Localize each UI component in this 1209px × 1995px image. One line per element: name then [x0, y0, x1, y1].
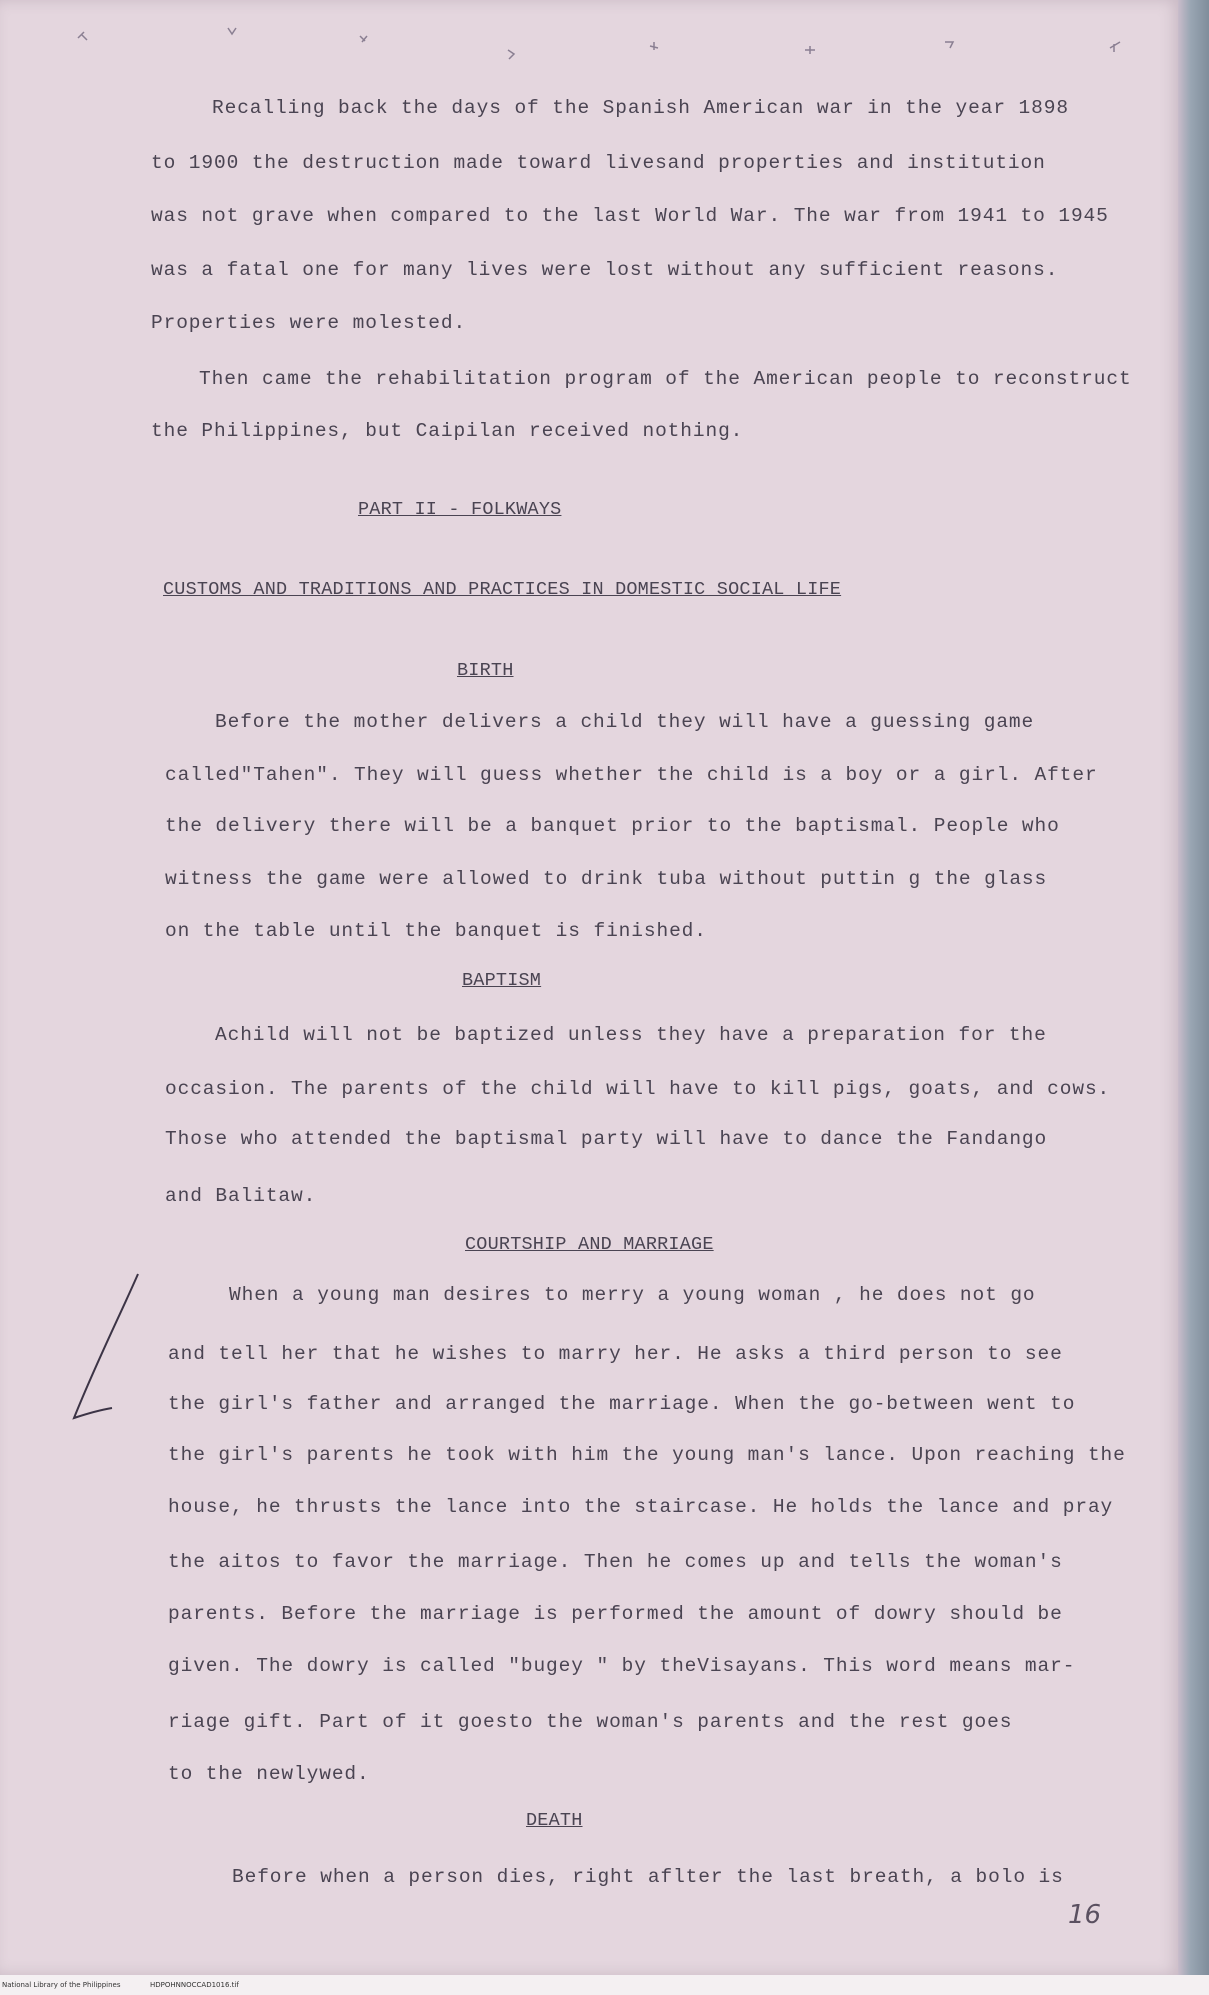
text-line: Achild will not be baptized unless they have a preparation for the: [215, 1024, 1047, 1046]
courtship-heading: COURTSHIP AND MARRIAGE: [465, 1234, 714, 1255]
text-line: to the newlywed.: [168, 1763, 370, 1785]
text-line: to 1900 the destruction made toward livesand properties and institution: [151, 152, 1046, 174]
text-line: parents. Before the marriage is performed the amount of dowry should be: [168, 1603, 1063, 1625]
footer-filename: HDPOHNNOCCAD1016.tif: [150, 1981, 239, 1989]
text-line: the girl's parents he took with him the young man's lance. Upon reaching the: [168, 1444, 1126, 1466]
text-line: Properties were molested.: [151, 312, 467, 334]
margin-pen-stroke: [66, 1268, 146, 1428]
text-line: on the table until the banquet is finished.: [165, 920, 707, 942]
text-line: given. The dowry is called "bugey " by theVisayans. This word means mar-: [168, 1655, 1076, 1677]
top-edge-marks: [0, 0, 1180, 70]
text-line: was a fatal one for many lives were lost without any sufficient reasons.: [151, 259, 1059, 281]
scan-footer: [0, 1975, 1209, 1995]
text-line: occasion. The parents of the child will have to kill pigs, goats, and cows.: [165, 1078, 1111, 1100]
text-line: Those who attended the baptismal party will have to dance the Fandango: [165, 1128, 1048, 1150]
text-line: witness the game were allowed to drink tuba without puttin g the glass: [165, 868, 1048, 890]
text-line: the girl's father and arranged the marriage. When the go-between went to: [168, 1393, 1076, 1415]
footer-library: National Library of the Philippines: [2, 1981, 121, 1989]
page-number: 16: [1068, 1900, 1102, 1930]
text-line: the Philippines, but Caipilan received nothing.: [151, 420, 744, 442]
text-line: riage gift. Part of it goesto the woman's parents and the rest goes: [168, 1711, 1013, 1733]
death-heading: DEATH: [526, 1810, 583, 1831]
text-line: and Balitaw.: [165, 1185, 317, 1207]
text-line: Before the mother delivers a child they will have a guessing game: [215, 711, 1035, 733]
text-line: was not grave when compared to the last World War. The war from 1941 to 1945: [151, 205, 1109, 227]
text-line: house, he thrusts the lance into the staircase. He holds the lance and pray: [168, 1496, 1114, 1518]
text-line: the aitos to favor the marriage. Then he comes up and tells the woman's: [168, 1551, 1063, 1573]
baptism-heading: BAPTISM: [462, 970, 542, 991]
text-line: the delivery there will be a banquet prior to the baptismal. People who: [165, 815, 1060, 837]
part-heading: PART II - FOLKWAYS: [358, 499, 562, 520]
text-line: Before when a person dies, right aflter the last breath, a bolo is: [232, 1866, 1064, 1888]
birth-heading: BIRTH: [457, 660, 514, 681]
text-line: called"Tahen". They will guess whether the child is a boy or a girl. After: [165, 764, 1098, 786]
text-line: Then came the rehabilitation program of the American people to reconstruct: [199, 368, 1132, 390]
text-line: and tell her that he wishes to marry her. He asks a third person to see: [168, 1343, 1063, 1365]
page-edge: [1178, 0, 1209, 1975]
text-line: When a young man desires to merry a young woman , he does not go: [229, 1284, 1036, 1306]
text-line: Recalling back the days of the Spanish American war in the year 1898: [212, 97, 1069, 119]
section-heading: CUSTOMS AND TRADITIONS AND PRACTICES IN DOMESTIC SOCIAL LIFE: [163, 579, 842, 600]
